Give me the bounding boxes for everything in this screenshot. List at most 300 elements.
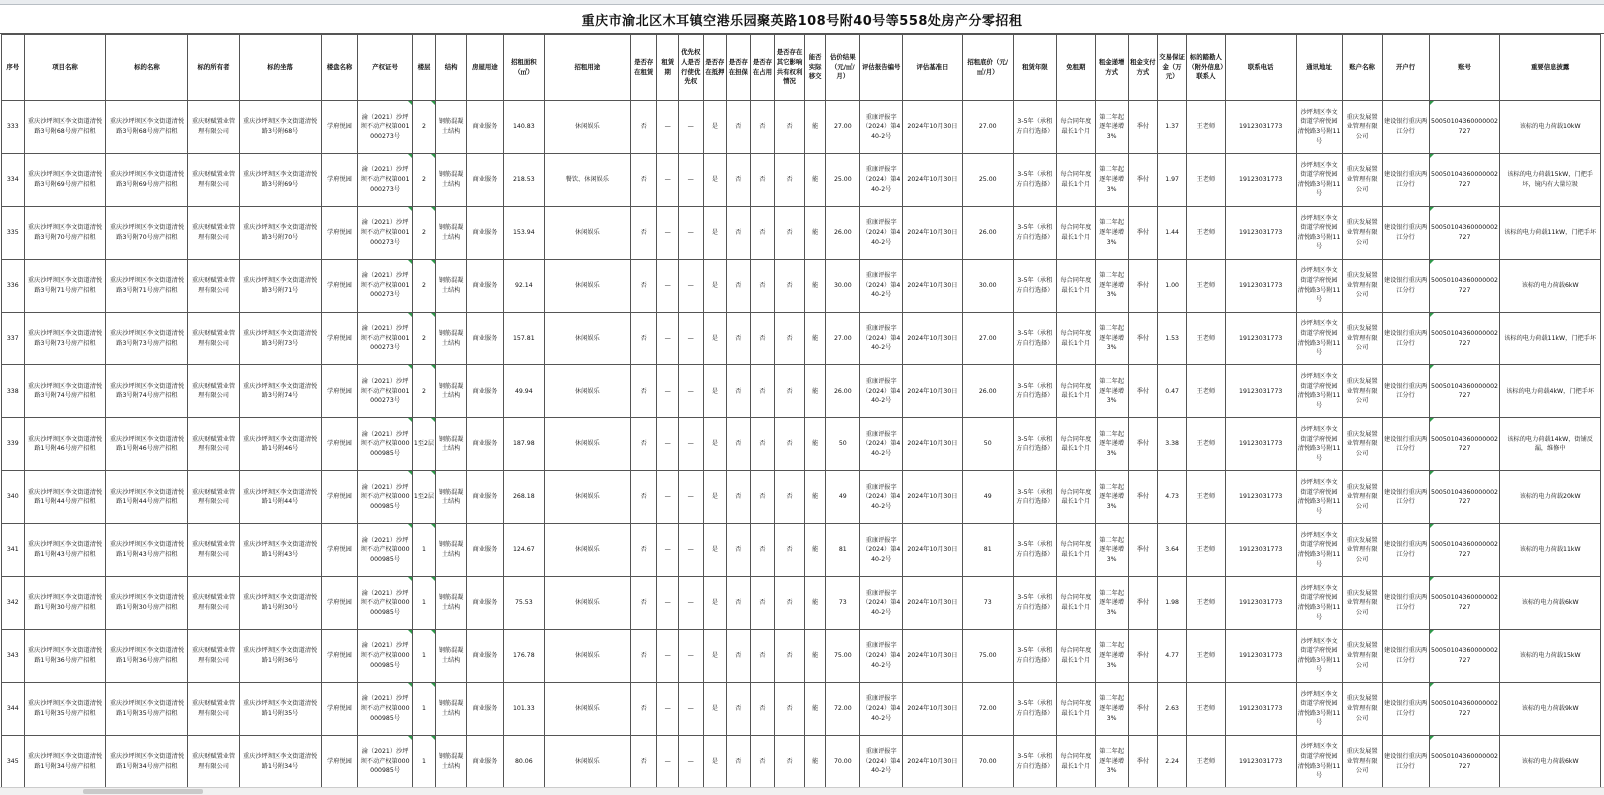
cell-priority[interactable]: — bbox=[678, 206, 703, 259]
cell-mortgage[interactable]: 是 bbox=[703, 524, 727, 577]
cell-owner[interactable]: 重庆财赋置业管理有限公司 bbox=[188, 259, 239, 312]
cell-phone[interactable]: 19123031773 bbox=[1225, 629, 1296, 682]
cell-appraisal[interactable]: 50 bbox=[826, 418, 860, 471]
cell-phone[interactable]: 19123031773 bbox=[1225, 153, 1296, 206]
cell-cert[interactable]: 渝（2021）沙坪坝不动产权第000000985号 bbox=[358, 629, 412, 682]
cell-reserve[interactable]: 26.00 bbox=[962, 206, 1013, 259]
cell-report[interactable]: 重康评报字（2024）第440-2号 bbox=[860, 101, 903, 154]
cell-mortgage[interactable]: 是 bbox=[703, 365, 727, 418]
table-row[interactable] bbox=[2, 101, 1601, 154]
cell-no[interactable]: 337 bbox=[2, 312, 25, 365]
cell-lease[interactable]: 否 bbox=[630, 206, 657, 259]
cell-purpose[interactable]: 休闲娱乐 bbox=[544, 101, 630, 154]
cell-project[interactable]: 重庆沙坪坝区李文街道清悦路3号附73号房产招租 bbox=[24, 312, 106, 365]
cell-contact[interactable]: 王老师 bbox=[1186, 735, 1225, 788]
table-row[interactable] bbox=[2, 577, 1601, 630]
cell-account-name[interactable]: 重庆发展置业管理有限公司 bbox=[1342, 735, 1382, 788]
cell-no[interactable]: 342 bbox=[2, 577, 25, 630]
cell-free[interactable]: 每合同年度最长1个月 bbox=[1056, 418, 1095, 471]
cell-phone[interactable]: 19123031773 bbox=[1225, 682, 1296, 735]
cell-reserve[interactable]: 27.00 bbox=[962, 101, 1013, 154]
cell-purpose[interactable]: 休闲娱乐 bbox=[544, 682, 630, 735]
cell-floor[interactable]: 2 bbox=[412, 101, 436, 154]
cell-estate[interactable]: 学府悦园 bbox=[321, 365, 358, 418]
cell-account-name[interactable]: 重庆发展置业管理有限公司 bbox=[1342, 577, 1382, 630]
cell-no[interactable]: 343 bbox=[2, 629, 25, 682]
cell-use[interactable]: 商业服务 bbox=[466, 153, 503, 206]
cell-basedate[interactable]: 2024年10月30日 bbox=[903, 206, 962, 259]
cell-floor[interactable]: 1至2层 bbox=[412, 418, 436, 471]
cell-appraisal[interactable]: 26.00 bbox=[826, 365, 860, 418]
cell-no[interactable]: 338 bbox=[2, 365, 25, 418]
cell-disclosure[interactable]: 该标的电力荷载6kW bbox=[1500, 577, 1601, 630]
cell-address[interactable]: 沙坪坝区李文街道学府悦园清悦路3号附11号 bbox=[1296, 153, 1342, 206]
cell-address[interactable]: 沙坪坝区李文街道学府悦园清悦路3号附11号 bbox=[1296, 101, 1342, 154]
cell-disclosure[interactable]: 该标的电力荷载15kW，门把手坏，镜内有大量垃圾 bbox=[1500, 153, 1601, 206]
cell-account[interactable]: 50050104360000002727 bbox=[1429, 524, 1500, 577]
cell-account-name[interactable]: 重庆发展置业管理有限公司 bbox=[1342, 524, 1382, 577]
table-row[interactable] bbox=[2, 259, 1601, 312]
cell-occupied[interactable]: 否 bbox=[750, 682, 775, 735]
cell-other[interactable]: 否 bbox=[775, 577, 805, 630]
cell-transfer[interactable]: 能 bbox=[804, 418, 826, 471]
cell-years[interactable]: 3-5年（承租方自行选择） bbox=[1013, 153, 1056, 206]
cell-account-name[interactable]: 重庆发展置业管理有限公司 bbox=[1342, 365, 1382, 418]
cell-occupied[interactable]: 否 bbox=[750, 206, 775, 259]
cell-location[interactable]: 重庆沙坪坝区李文街道清悦路1号附30号 bbox=[239, 577, 321, 630]
cell-free[interactable]: 每合同年度最长1个月 bbox=[1056, 101, 1095, 154]
cell-account[interactable]: 50050104360000002727 bbox=[1429, 365, 1500, 418]
cell-subject[interactable]: 重庆沙坪坝区李文街道清悦路3号附68号房产招租 bbox=[106, 101, 188, 154]
cell-no[interactable]: 345 bbox=[2, 735, 25, 788]
cell-payment[interactable]: 季付 bbox=[1128, 735, 1158, 788]
cell-other[interactable]: 否 bbox=[775, 471, 805, 524]
cell-reserve[interactable]: 30.00 bbox=[962, 259, 1013, 312]
cell-cert[interactable]: 渝（2021）沙坪坝不动产权第001000273号 bbox=[358, 259, 412, 312]
cell-address[interactable]: 沙坪坝区李文街道学府悦园清悦路3号附11号 bbox=[1296, 206, 1342, 259]
cell-deposit[interactable]: 1.00 bbox=[1158, 259, 1187, 312]
cell-subject[interactable]: 重庆沙坪坝区李文街道清悦路1号附34号房产招租 bbox=[106, 735, 188, 788]
cell-area[interactable]: 153.94 bbox=[503, 206, 544, 259]
cell-disclosure[interactable]: 该标的电力荷载15kW bbox=[1500, 629, 1601, 682]
cell-use[interactable]: 商业服务 bbox=[466, 682, 503, 735]
cell-lease[interactable]: 否 bbox=[630, 153, 657, 206]
cell-appraisal[interactable]: 30.00 bbox=[826, 259, 860, 312]
cell-occupied[interactable]: 否 bbox=[750, 153, 775, 206]
cell-area[interactable]: 176.78 bbox=[503, 629, 544, 682]
cell-use[interactable]: 商业服务 bbox=[466, 418, 503, 471]
cell-guarantee[interactable]: 否 bbox=[727, 206, 751, 259]
cell-priority[interactable]: — bbox=[678, 524, 703, 577]
cell-lease[interactable]: 否 bbox=[630, 312, 657, 365]
cell-deposit[interactable]: 1.98 bbox=[1158, 577, 1187, 630]
cell-contact[interactable]: 王老师 bbox=[1186, 101, 1225, 154]
cell-term[interactable]: — bbox=[657, 312, 679, 365]
cell-free[interactable]: 每合同年度最长1个月 bbox=[1056, 365, 1095, 418]
cell-owner[interactable]: 重庆财赋置业管理有限公司 bbox=[188, 418, 239, 471]
cell-location[interactable]: 重庆沙坪坝区李文街道清悦路1号附44号 bbox=[239, 471, 321, 524]
cell-disclosure[interactable]: 该标的电力荷载6kW bbox=[1500, 259, 1601, 312]
cell-transfer[interactable]: 能 bbox=[804, 365, 826, 418]
cell-subject[interactable]: 重庆沙坪坝区李文街道清悦路1号附36号房产招租 bbox=[106, 629, 188, 682]
cell-report[interactable]: 重康评报字（2024）第440-2号 bbox=[860, 471, 903, 524]
cell-account-name[interactable]: 重庆发展置业管理有限公司 bbox=[1342, 312, 1382, 365]
cell-payment[interactable]: 季付 bbox=[1128, 153, 1158, 206]
cell-appraisal[interactable]: 75.00 bbox=[826, 629, 860, 682]
cell-cert[interactable]: 渝（2021）沙坪坝不动产权第000000985号 bbox=[358, 577, 412, 630]
cell-deposit[interactable]: 1.37 bbox=[1158, 101, 1187, 154]
cell-other[interactable]: 否 bbox=[775, 312, 805, 365]
cell-lease[interactable]: 否 bbox=[630, 101, 657, 154]
cell-owner[interactable]: 重庆财赋置业管理有限公司 bbox=[188, 471, 239, 524]
cell-mortgage[interactable]: 是 bbox=[703, 153, 727, 206]
cell-increase[interactable]: 第二年起逐年递增3% bbox=[1095, 682, 1128, 735]
cell-occupied[interactable]: 否 bbox=[750, 259, 775, 312]
cell-account-name[interactable]: 重庆发展置业管理有限公司 bbox=[1342, 153, 1382, 206]
cell-structure[interactable]: 钢筋混凝土结构 bbox=[436, 101, 467, 154]
cell-owner[interactable]: 重庆财赋置业管理有限公司 bbox=[188, 101, 239, 154]
cell-increase[interactable]: 第二年起逐年递增3% bbox=[1095, 629, 1128, 682]
cell-term[interactable]: — bbox=[657, 471, 679, 524]
cell-transfer[interactable]: 能 bbox=[804, 735, 826, 788]
cell-location[interactable]: 重庆沙坪坝区李文街道清悦路1号附36号 bbox=[239, 629, 321, 682]
cell-increase[interactable]: 第二年起逐年递增3% bbox=[1095, 577, 1128, 630]
cell-priority[interactable]: — bbox=[678, 471, 703, 524]
table-row[interactable] bbox=[2, 418, 1601, 471]
cell-project[interactable]: 重庆沙坪坝区李文街道清悦路3号附70号房产招租 bbox=[24, 206, 106, 259]
table-row[interactable] bbox=[2, 153, 1601, 206]
cell-area[interactable]: 49.94 bbox=[503, 365, 544, 418]
cell-account[interactable]: 50050104360000002727 bbox=[1429, 735, 1500, 788]
cell-lease[interactable]: 否 bbox=[630, 629, 657, 682]
cell-basedate[interactable]: 2024年10月30日 bbox=[903, 682, 962, 735]
cell-disclosure[interactable]: 该标的电力荷载4kW，门把手坏 bbox=[1500, 365, 1601, 418]
cell-priority[interactable]: — bbox=[678, 101, 703, 154]
cell-cert[interactable]: 渝（2021）沙坪坝不动产权第001000273号 bbox=[358, 153, 412, 206]
cell-use[interactable]: 商业服务 bbox=[466, 101, 503, 154]
cell-other[interactable]: 否 bbox=[775, 682, 805, 735]
cell-occupied[interactable]: 否 bbox=[750, 735, 775, 788]
cell-subject[interactable]: 重庆沙坪坝区李文街道清悦路1号附44号房产招租 bbox=[106, 471, 188, 524]
cell-appraisal[interactable]: 72.00 bbox=[826, 682, 860, 735]
cell-transfer[interactable]: 能 bbox=[804, 312, 826, 365]
cell-years[interactable]: 3-5年（承租方自行选择） bbox=[1013, 682, 1056, 735]
cell-deposit[interactable]: 3.64 bbox=[1158, 524, 1187, 577]
cell-reserve[interactable]: 27.00 bbox=[962, 312, 1013, 365]
cell-area[interactable]: 218.53 bbox=[503, 153, 544, 206]
cell-priority[interactable]: — bbox=[678, 577, 703, 630]
cell-guarantee[interactable]: 否 bbox=[727, 153, 751, 206]
cell-payment[interactable]: 季付 bbox=[1128, 577, 1158, 630]
cell-appraisal[interactable]: 27.00 bbox=[826, 312, 860, 365]
cell-bank[interactable]: 建设银行重庆两江分行 bbox=[1382, 153, 1429, 206]
cell-subject[interactable]: 重庆沙坪坝区李文街道清悦路3号附73号房产招租 bbox=[106, 312, 188, 365]
cell-years[interactable]: 3-5年（承租方自行选择） bbox=[1013, 629, 1056, 682]
cell-structure[interactable]: 钢筋混凝土结构 bbox=[436, 259, 467, 312]
cell-reserve[interactable]: 73 bbox=[962, 577, 1013, 630]
cell-area[interactable]: 92.14 bbox=[503, 259, 544, 312]
cell-other[interactable]: 否 bbox=[775, 101, 805, 154]
cell-mortgage[interactable]: 是 bbox=[703, 312, 727, 365]
table-row[interactable] bbox=[2, 471, 1601, 524]
cell-payment[interactable]: 季付 bbox=[1128, 101, 1158, 154]
cell-purpose[interactable]: 餐饮、休闲娱乐 bbox=[544, 153, 630, 206]
cell-guarantee[interactable]: 否 bbox=[727, 682, 751, 735]
cell-structure[interactable]: 钢筋混凝土结构 bbox=[436, 471, 467, 524]
cell-transfer[interactable]: 能 bbox=[804, 259, 826, 312]
cell-occupied[interactable]: 否 bbox=[750, 471, 775, 524]
cell-address[interactable]: 沙坪坝区李文街道学府悦园清悦路3号附11号 bbox=[1296, 735, 1342, 788]
cell-payment[interactable]: 季付 bbox=[1128, 418, 1158, 471]
cell-increase[interactable]: 第二年起逐年递增3% bbox=[1095, 312, 1128, 365]
cell-years[interactable]: 3-5年（承租方自行选择） bbox=[1013, 577, 1056, 630]
cell-payment[interactable]: 季付 bbox=[1128, 365, 1158, 418]
cell-floor[interactable]: 1 bbox=[412, 629, 436, 682]
cell-subject[interactable]: 重庆沙坪坝区李文街道清悦路1号附43号房产招租 bbox=[106, 524, 188, 577]
cell-area[interactable]: 140.83 bbox=[503, 101, 544, 154]
cell-address[interactable]: 沙坪坝区李文街道学府悦园清悦路3号附11号 bbox=[1296, 682, 1342, 735]
cell-use[interactable]: 商业服务 bbox=[466, 471, 503, 524]
cell-no[interactable]: 334 bbox=[2, 153, 25, 206]
cell-contact[interactable]: 王老师 bbox=[1186, 312, 1225, 365]
cell-payment[interactable]: 季付 bbox=[1128, 206, 1158, 259]
cell-mortgage[interactable]: 是 bbox=[703, 471, 727, 524]
cell-use[interactable]: 商业服务 bbox=[466, 365, 503, 418]
cell-term[interactable]: — bbox=[657, 418, 679, 471]
cell-floor[interactable]: 1 bbox=[412, 524, 436, 577]
cell-purpose[interactable]: 休闲娱乐 bbox=[544, 418, 630, 471]
cell-term[interactable]: — bbox=[657, 735, 679, 788]
cell-subject[interactable]: 重庆沙坪坝区李文街道清悦路1号附46号房产招租 bbox=[106, 418, 188, 471]
cell-occupied[interactable]: 否 bbox=[750, 577, 775, 630]
cell-estate[interactable]: 学府悦园 bbox=[321, 101, 358, 154]
cell-basedate[interactable]: 2024年10月30日 bbox=[903, 259, 962, 312]
cell-structure[interactable]: 钢筋混凝土结构 bbox=[436, 206, 467, 259]
cell-free[interactable]: 每合同年度最长1个月 bbox=[1056, 524, 1095, 577]
cell-cert[interactable]: 渝（2021）沙坪坝不动产权第001000273号 bbox=[358, 206, 412, 259]
cell-bank[interactable]: 建设银行重庆两江分行 bbox=[1382, 629, 1429, 682]
cell-free[interactable]: 每合同年度最长1个月 bbox=[1056, 682, 1095, 735]
cell-mortgage[interactable]: 是 bbox=[703, 629, 727, 682]
cell-report[interactable]: 重康评报字（2024）第440-2号 bbox=[860, 682, 903, 735]
cell-basedate[interactable]: 2024年10月30日 bbox=[903, 365, 962, 418]
cell-increase[interactable]: 第二年起逐年递增3% bbox=[1095, 471, 1128, 524]
cell-lease[interactable]: 否 bbox=[630, 418, 657, 471]
cell-report[interactable]: 重康评报字（2024）第440-2号 bbox=[860, 577, 903, 630]
cell-structure[interactable]: 钢筋混凝土结构 bbox=[436, 418, 467, 471]
cell-disclosure[interactable]: 该标的电力荷载20kW bbox=[1500, 471, 1601, 524]
cell-basedate[interactable]: 2024年10月30日 bbox=[903, 629, 962, 682]
cell-structure[interactable]: 钢筋混凝土结构 bbox=[436, 365, 467, 418]
cell-basedate[interactable]: 2024年10月30日 bbox=[903, 153, 962, 206]
cell-mortgage[interactable]: 是 bbox=[703, 206, 727, 259]
cell-free[interactable]: 每合同年度最长1个月 bbox=[1056, 153, 1095, 206]
cell-guarantee[interactable]: 否 bbox=[727, 365, 751, 418]
cell-use[interactable]: 商业服务 bbox=[466, 259, 503, 312]
cell-owner[interactable]: 重庆财赋置业管理有限公司 bbox=[188, 153, 239, 206]
cell-location[interactable]: 重庆沙坪坝区李文街道清悦路1号附34号 bbox=[239, 735, 321, 788]
cell-report[interactable]: 重康评报字（2024）第440-2号 bbox=[860, 629, 903, 682]
cell-contact[interactable]: 王老师 bbox=[1186, 524, 1225, 577]
cell-cert[interactable]: 渝（2021）沙坪坝不动产权第000000985号 bbox=[358, 682, 412, 735]
cell-estate[interactable]: 学府悦园 bbox=[321, 735, 358, 788]
table-row[interactable] bbox=[2, 735, 1601, 788]
cell-contact[interactable]: 王老师 bbox=[1186, 153, 1225, 206]
cell-account[interactable]: 50050104360000002727 bbox=[1429, 629, 1500, 682]
cell-free[interactable]: 每合同年度最长1个月 bbox=[1056, 629, 1095, 682]
cell-estate[interactable]: 学府悦园 bbox=[321, 206, 358, 259]
cell-project[interactable]: 重庆沙坪坝区李文街道清悦路1号附43号房产招租 bbox=[24, 524, 106, 577]
cell-no[interactable]: 340 bbox=[2, 471, 25, 524]
cell-guarantee[interactable]: 否 bbox=[727, 259, 751, 312]
cell-purpose[interactable]: 休闲娱乐 bbox=[544, 629, 630, 682]
cell-lease[interactable]: 否 bbox=[630, 735, 657, 788]
cell-increase[interactable]: 第二年起逐年递增3% bbox=[1095, 153, 1128, 206]
cell-floor[interactable]: 1 bbox=[412, 577, 436, 630]
cell-phone[interactable]: 19123031773 bbox=[1225, 524, 1296, 577]
cell-purpose[interactable]: 休闲娱乐 bbox=[544, 206, 630, 259]
table-row[interactable] bbox=[2, 629, 1601, 682]
cell-reserve[interactable]: 49 bbox=[962, 471, 1013, 524]
cell-basedate[interactable]: 2024年10月30日 bbox=[903, 524, 962, 577]
cell-years[interactable]: 3-5年（承租方自行选择） bbox=[1013, 259, 1056, 312]
cell-floor[interactable]: 1 bbox=[412, 682, 436, 735]
cell-report[interactable]: 重康评报字（2024）第440-2号 bbox=[860, 418, 903, 471]
cell-other[interactable]: 否 bbox=[775, 735, 805, 788]
cell-reserve[interactable]: 72.00 bbox=[962, 682, 1013, 735]
cell-reserve[interactable]: 50 bbox=[962, 418, 1013, 471]
cell-priority[interactable]: — bbox=[678, 418, 703, 471]
cell-increase[interactable]: 第二年起逐年递增3% bbox=[1095, 735, 1128, 788]
cell-owner[interactable]: 重庆财赋置业管理有限公司 bbox=[188, 206, 239, 259]
cell-bank[interactable]: 建设银行重庆两江分行 bbox=[1382, 577, 1429, 630]
cell-free[interactable]: 每合同年度最长1个月 bbox=[1056, 312, 1095, 365]
cell-disclosure[interactable]: 该标的电力荷载11kW，门把手坏 bbox=[1500, 312, 1601, 365]
cell-project[interactable]: 重庆沙坪坝区李文街道清悦路3号附71号房产招租 bbox=[24, 259, 106, 312]
cell-area[interactable]: 124.67 bbox=[503, 524, 544, 577]
cell-priority[interactable]: — bbox=[678, 312, 703, 365]
cell-floor[interactable]: 2 bbox=[412, 312, 436, 365]
cell-cert[interactable]: 渝（2021）沙坪坝不动产权第000000985号 bbox=[358, 735, 412, 788]
cell-area[interactable]: 75.53 bbox=[503, 577, 544, 630]
cell-estate[interactable]: 学府悦园 bbox=[321, 682, 358, 735]
cell-use[interactable]: 商业服务 bbox=[466, 524, 503, 577]
cell-subject[interactable]: 重庆沙坪坝区李文街道清悦路1号附35号房产招租 bbox=[106, 682, 188, 735]
cell-lease[interactable]: 否 bbox=[630, 577, 657, 630]
cell-phone[interactable]: 19123031773 bbox=[1225, 259, 1296, 312]
cell-address[interactable]: 沙坪坝区李文街道学府悦园清悦路3号附11号 bbox=[1296, 312, 1342, 365]
cell-mortgage[interactable]: 是 bbox=[703, 101, 727, 154]
cell-cert[interactable]: 渝（2021）沙坪坝不动产权第001000273号 bbox=[358, 312, 412, 365]
cell-deposit[interactable]: 3.38 bbox=[1158, 418, 1187, 471]
cell-mortgage[interactable]: 是 bbox=[703, 735, 727, 788]
cell-cert[interactable]: 渝（2021）沙坪坝不动产权第000000985号 bbox=[358, 418, 412, 471]
cell-increase[interactable]: 第二年起逐年递增3% bbox=[1095, 101, 1128, 154]
cell-location[interactable]: 重庆沙坪坝区李文街道清悦路3号附71号 bbox=[239, 259, 321, 312]
cell-owner[interactable]: 重庆财赋置业管理有限公司 bbox=[188, 577, 239, 630]
cell-priority[interactable]: — bbox=[678, 682, 703, 735]
cell-increase[interactable]: 第二年起逐年递增3% bbox=[1095, 524, 1128, 577]
cell-account[interactable]: 50050104360000002727 bbox=[1429, 471, 1500, 524]
cell-subject[interactable]: 重庆沙坪坝区李文街道清悦路3号附70号房产招租 bbox=[106, 206, 188, 259]
cell-subject[interactable]: 重庆沙坪坝区李文街道清悦路1号附30号房产招租 bbox=[106, 577, 188, 630]
cell-priority[interactable]: — bbox=[678, 735, 703, 788]
cell-contact[interactable]: 王老师 bbox=[1186, 577, 1225, 630]
cell-basedate[interactable]: 2024年10月30日 bbox=[903, 418, 962, 471]
cell-appraisal[interactable]: 81 bbox=[826, 524, 860, 577]
cell-phone[interactable]: 19123031773 bbox=[1225, 471, 1296, 524]
cell-location[interactable]: 重庆沙坪坝区李文街道清悦路1号附46号 bbox=[239, 418, 321, 471]
cell-no[interactable]: 344 bbox=[2, 682, 25, 735]
cell-estate[interactable]: 学府悦园 bbox=[321, 259, 358, 312]
cell-guarantee[interactable]: 否 bbox=[727, 312, 751, 365]
cell-increase[interactable]: 第二年起逐年递增3% bbox=[1095, 259, 1128, 312]
cell-increase[interactable]: 第二年起逐年递增3% bbox=[1095, 365, 1128, 418]
cell-estate[interactable]: 学府悦园 bbox=[321, 312, 358, 365]
cell-report[interactable]: 重康评报字（2024）第440-2号 bbox=[860, 312, 903, 365]
cell-phone[interactable]: 19123031773 bbox=[1225, 206, 1296, 259]
cell-estate[interactable]: 学府悦园 bbox=[321, 629, 358, 682]
cell-years[interactable]: 3-5年（承租方自行选择） bbox=[1013, 471, 1056, 524]
cell-occupied[interactable]: 否 bbox=[750, 312, 775, 365]
cell-account[interactable]: 50050104360000002727 bbox=[1429, 206, 1500, 259]
cell-use[interactable]: 商业服务 bbox=[466, 577, 503, 630]
cell-reserve[interactable]: 75.00 bbox=[962, 629, 1013, 682]
cell-account[interactable]: 50050104360000002727 bbox=[1429, 153, 1500, 206]
cell-contact[interactable]: 王老师 bbox=[1186, 682, 1225, 735]
cell-reserve[interactable]: 81 bbox=[962, 524, 1013, 577]
cell-structure[interactable]: 钢筋混凝土结构 bbox=[436, 312, 467, 365]
cell-transfer[interactable]: 能 bbox=[804, 153, 826, 206]
cell-other[interactable]: 否 bbox=[775, 365, 805, 418]
cell-appraisal[interactable]: 27.00 bbox=[826, 101, 860, 154]
cell-report[interactable]: 重康评报字（2024）第440-2号 bbox=[860, 153, 903, 206]
cell-project[interactable]: 重庆沙坪坝区李文街道清悦路1号附34号房产招租 bbox=[24, 735, 106, 788]
cell-deposit[interactable]: 4.77 bbox=[1158, 629, 1187, 682]
cell-floor[interactable]: 1 bbox=[412, 735, 436, 788]
cell-guarantee[interactable]: 否 bbox=[727, 418, 751, 471]
cell-other[interactable]: 否 bbox=[775, 418, 805, 471]
cell-account-name[interactable]: 重庆发展置业管理有限公司 bbox=[1342, 418, 1382, 471]
cell-structure[interactable]: 钢筋混凝土结构 bbox=[436, 153, 467, 206]
cell-deposit[interactable]: 2.63 bbox=[1158, 682, 1187, 735]
cell-address[interactable]: 沙坪坝区李文街道学府悦园清悦路3号附11号 bbox=[1296, 365, 1342, 418]
cell-years[interactable]: 3-5年（承租方自行选择） bbox=[1013, 365, 1056, 418]
cell-reserve[interactable]: 26.00 bbox=[962, 365, 1013, 418]
cell-years[interactable]: 3-5年（承租方自行选择） bbox=[1013, 735, 1056, 788]
cell-estate[interactable]: 学府悦园 bbox=[321, 524, 358, 577]
cell-other[interactable]: 否 bbox=[775, 629, 805, 682]
cell-contact[interactable]: 王老师 bbox=[1186, 629, 1225, 682]
cell-term[interactable]: — bbox=[657, 259, 679, 312]
cell-term[interactable]: — bbox=[657, 101, 679, 154]
cell-contact[interactable]: 王老师 bbox=[1186, 418, 1225, 471]
cell-purpose[interactable]: 休闲娱乐 bbox=[544, 735, 630, 788]
cell-no[interactable]: 335 bbox=[2, 206, 25, 259]
cell-project[interactable]: 重庆沙坪坝区李文街道清悦路1号附44号房产招租 bbox=[24, 471, 106, 524]
cell-guarantee[interactable]: 否 bbox=[727, 577, 751, 630]
cell-guarantee[interactable]: 否 bbox=[727, 101, 751, 154]
cell-bank[interactable]: 建设银行重庆两江分行 bbox=[1382, 471, 1429, 524]
cell-owner[interactable]: 重庆财赋置业管理有限公司 bbox=[188, 365, 239, 418]
cell-account-name[interactable]: 重庆发展置业管理有限公司 bbox=[1342, 101, 1382, 154]
cell-bank[interactable]: 建设银行重庆两江分行 bbox=[1382, 682, 1429, 735]
cell-structure[interactable]: 钢筋混凝土结构 bbox=[436, 577, 467, 630]
cell-contact[interactable]: 王老师 bbox=[1186, 259, 1225, 312]
cell-deposit[interactable]: 1.97 bbox=[1158, 153, 1187, 206]
cell-account-name[interactable]: 重庆发展置业管理有限公司 bbox=[1342, 682, 1382, 735]
cell-phone[interactable]: 19123031773 bbox=[1225, 312, 1296, 365]
